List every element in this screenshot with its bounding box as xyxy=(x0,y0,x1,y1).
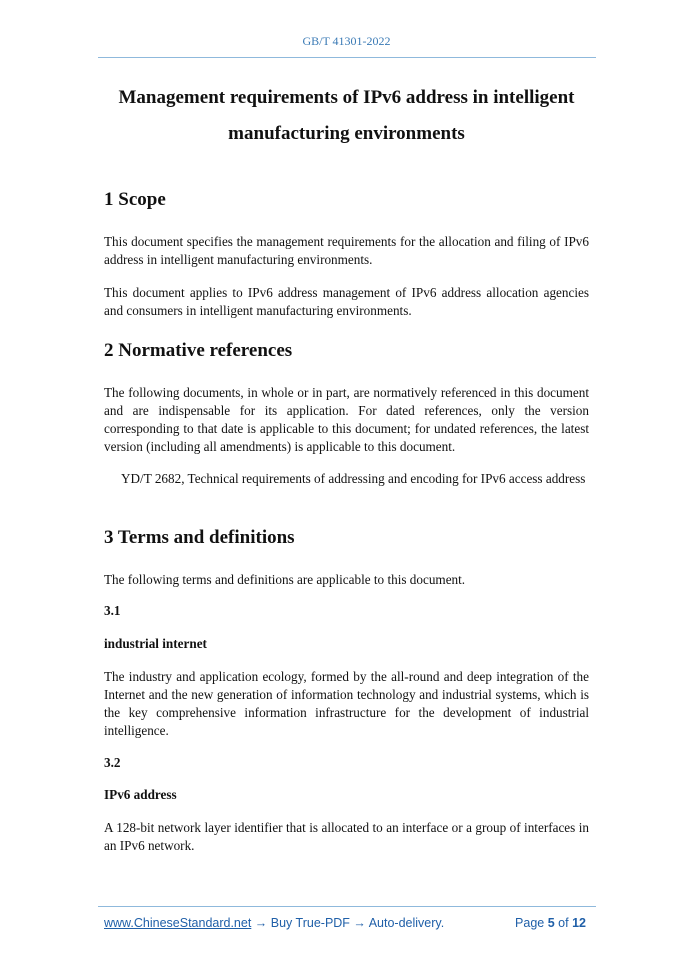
page-number xyxy=(515,916,586,930)
document-title xyxy=(90,80,603,152)
terms-intro-paragraph: The following terms and definitions are applicable to this document. xyxy=(104,572,466,587)
footer-site-link[interactable]: www.ChineseStandard.net xyxy=(104,916,252,930)
footer-promo xyxy=(104,916,444,930)
footer-divider xyxy=(98,906,596,907)
title-line-1: Management requirements of IPv6 address in intelligent xyxy=(118,87,575,108)
section-heading-normative-references: 2 Normative references xyxy=(104,340,293,361)
term-name: industrial internet xyxy=(104,636,207,651)
scope-paragraph-2: This document applies to IPv6 address management of IPv6 address allocation agencies and consumers in intelligent manufacturing environments. xyxy=(104,285,589,318)
footer-tagline: → Buy True-PDF → Auto-delivery. xyxy=(251,916,445,930)
section-heading-scope: 1 Scope xyxy=(104,189,166,210)
header-standard-code: GB/T 41301-2022 xyxy=(302,34,391,48)
normative-reference-item: YD/T 2682, Technical requirements of addressing and encoding for IPv6 access address xyxy=(121,471,586,486)
page-total: 12 xyxy=(572,916,586,930)
section-heading-terms-definitions: 3 Terms and definitions xyxy=(104,527,295,548)
page-label: Page xyxy=(515,916,545,930)
normative-paragraph: The following documents, in whole or in part, are normatively referenced in this document and are indispensable for its application. For dated references, only the version corresponding to that date is applicable to this document; for undated references, the latest version (including all amendments) is applicable to this document. xyxy=(104,385,589,454)
scope-paragraph-1: This document specifies the management requirements for the allocation and filing of IPv6 address in intelligent manufacturing environments. xyxy=(104,234,589,267)
term-name: IPv6 address xyxy=(104,787,177,802)
page-of: of xyxy=(558,916,569,930)
header-divider xyxy=(98,57,596,58)
term-number: 3.1 xyxy=(104,603,121,618)
term-definition: A 128-bit network layer identifier that is allocated to an interface or a group of interfaces in an IPv6 network. xyxy=(104,820,589,853)
page-current: 5 xyxy=(547,916,555,930)
term-number: 3.2 xyxy=(104,755,121,770)
title-line-2: manufacturing environments xyxy=(228,123,465,144)
term-definition: The industry and application ecology, formed by the all-round and deep integration of the Internet and the new generation of information technology and industrial systems, which is the key comprehensive information infrastructure for the development of industrial intelligence. xyxy=(104,669,589,738)
